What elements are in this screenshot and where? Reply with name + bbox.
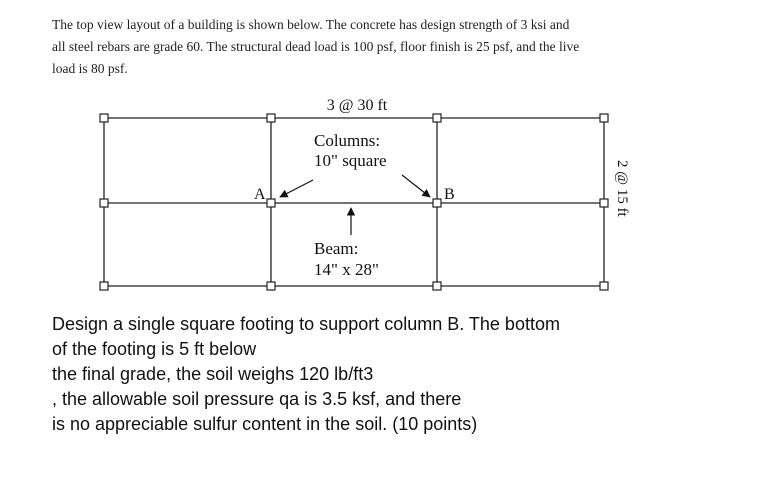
column-square [100, 114, 108, 122]
column-square [433, 114, 441, 122]
arrow-to-column-a [280, 180, 313, 197]
beam-label-line1: Beam: [314, 239, 359, 258]
column-b [433, 199, 441, 207]
column-square [600, 114, 608, 122]
intro-line: all steel rebars are grade 60. The structural dead load is 100 psf, floor finish is 25 psf, and the live [52, 39, 580, 54]
question-line: is no appreciable sulfur content in the soil. (10 points) [52, 414, 478, 434]
columns-label-line1: Columns: [314, 131, 381, 150]
question-line: the final grade, the soil weighs 120 lb/ft3 [52, 364, 374, 384]
column-square [600, 282, 608, 290]
column-a-label: A [254, 186, 266, 203]
side-dimension-label: 2 @ 15 ft [614, 160, 630, 217]
intro-line: load is 80 psf. [52, 61, 128, 76]
question-line: , the allowable soil pressure qa is 3.5 ksf, and there [52, 389, 462, 409]
arrow-to-column-b [402, 175, 430, 197]
column-square [100, 282, 108, 290]
intro-line: The top view layout of a building is shown below. The concrete has design strength of 3 ksi and [52, 17, 570, 32]
column-square [433, 282, 441, 290]
column-square [100, 199, 108, 207]
column-square [267, 282, 275, 290]
beam-label-line2: 14" x 28" [314, 260, 379, 279]
column-square [267, 114, 275, 122]
column-a [267, 199, 275, 207]
span-label: 3 @ 30 ft [326, 97, 388, 114]
question-line: Design a single square footing to support column B. The bottom [52, 314, 560, 334]
question-text [52, 312, 732, 437]
columns-label-line2: 10" square [314, 151, 387, 170]
column-b-label: B [444, 186, 455, 203]
question-line: of the footing is 5 ft below [52, 339, 257, 359]
column-square [600, 199, 608, 207]
